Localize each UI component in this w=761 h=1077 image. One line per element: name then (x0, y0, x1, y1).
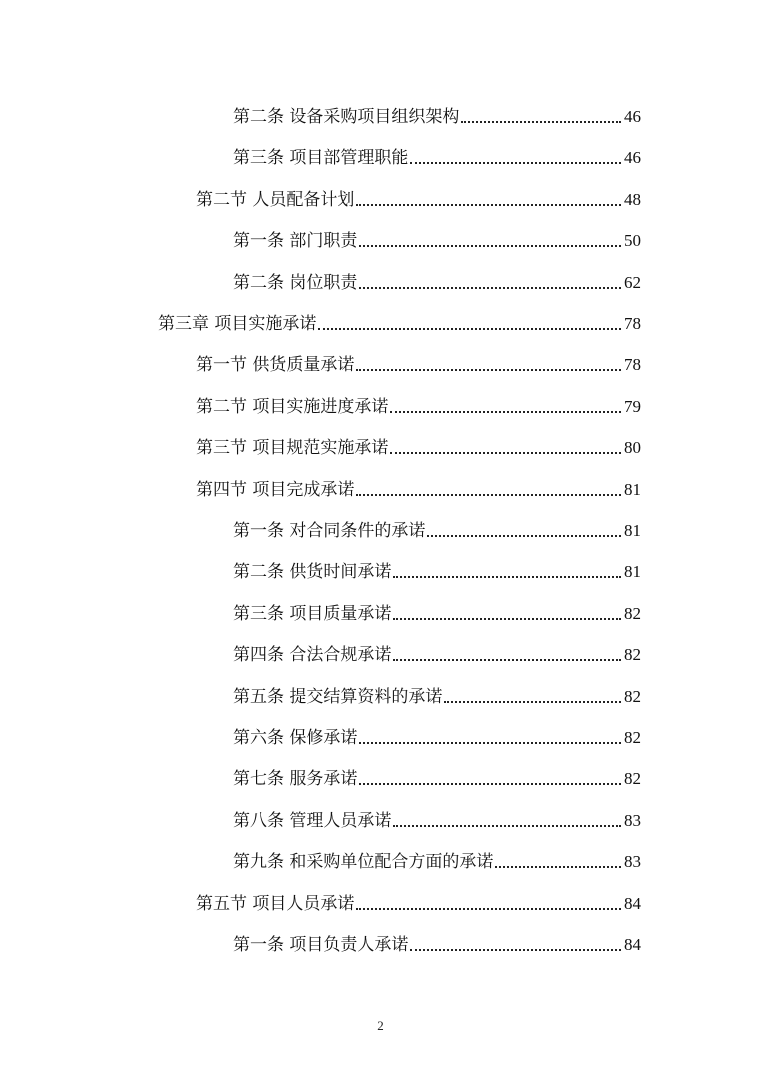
toc-entry[interactable] (233, 920, 641, 956)
toc-entry-label: 第一节 供货质量承诺 (196, 355, 355, 376)
dot-leader (359, 782, 621, 785)
toc-entry[interactable] (233, 506, 641, 542)
toc-entry[interactable] (233, 133, 641, 169)
toc-entry-page: 46 (624, 107, 641, 126)
toc-entry-page: 78 (624, 355, 641, 375)
toc-entry-label: 第三节 项目规范实施承诺 (196, 438, 389, 459)
toc-entry[interactable] (196, 879, 641, 915)
toc-entry-page: 81 (624, 562, 641, 582)
toc-entry-label: 第五条 提交结算资料的承诺 (233, 686, 443, 707)
toc-entry[interactable] (233, 589, 641, 625)
toc-entry[interactable] (233, 672, 641, 708)
toc-entry[interactable] (233, 547, 641, 583)
dot-leader (359, 286, 621, 289)
toc-entry[interactable] (196, 340, 641, 376)
toc-entry-label: 第四节 项目完成承诺 (196, 479, 355, 500)
dot-leader (359, 244, 621, 247)
toc-entry-label: 第三条 项目部管理职能 (233, 148, 409, 169)
toc-entry-page: 80 (624, 438, 641, 458)
toc-entry-label: 第七条 服务承诺 (233, 769, 358, 790)
dot-leader (427, 534, 621, 537)
toc-entry-page: 50 (624, 231, 641, 251)
dot-leader (444, 700, 621, 703)
toc-entry-page: 83 (624, 810, 641, 830)
toc-entry[interactable] (196, 423, 641, 459)
toc-entry-label: 第九条 和采购单位配合方面的承诺 (233, 852, 494, 873)
toc-entry-page: 79 (624, 396, 641, 416)
dot-leader (390, 451, 621, 454)
toc-entry[interactable] (233, 754, 641, 790)
toc-entry[interactable] (233, 713, 641, 749)
dot-leader (356, 368, 621, 371)
toc-entry-page: 46 (624, 148, 641, 168)
toc-entry[interactable] (196, 382, 641, 418)
page-number: 2 (377, 1018, 384, 1033)
dot-leader (393, 658, 621, 661)
toc-entry-label: 第六条 保修承诺 (233, 728, 358, 748)
dot-leader (461, 120, 621, 123)
toc-entry[interactable] (233, 92, 641, 128)
toc-entry[interactable] (233, 796, 641, 832)
toc-entry-label: 第四条 合法合规承诺 (233, 645, 392, 666)
toc-entry-label: 第五节 项目人员承诺 (196, 893, 355, 914)
dot-leader (359, 741, 621, 744)
toc-entry-label: 第三条 项目质量承诺 (233, 603, 392, 624)
dot-leader (318, 327, 621, 330)
toc-entry[interactable] (233, 258, 641, 294)
toc-entry-page: 82 (624, 603, 641, 623)
toc-entry-label: 第二节 项目实施进度承诺 (196, 396, 389, 417)
toc-entry-label: 第二条 岗位职责 (233, 272, 358, 293)
toc-entry-page: 62 (624, 272, 641, 292)
dot-leader (356, 493, 621, 496)
toc-entry-label: 第一条 部门职责 (233, 231, 358, 252)
toc-entry-label: 第一条 项目负责人承诺 (233, 935, 409, 955)
toc-entry[interactable] (233, 630, 641, 666)
toc-entry-page: 81 (624, 479, 641, 499)
dot-leader (393, 575, 621, 578)
toc-entry-label: 第二条 供货时间承诺 (233, 562, 392, 583)
toc-entry[interactable] (233, 216, 641, 252)
toc-entry-label: 第二条 设备采购项目组织架构 (233, 107, 460, 127)
dot-leader (390, 410, 621, 413)
toc-entry-page: 81 (624, 521, 641, 540)
toc-entry-page: 82 (624, 686, 641, 706)
dot-leader (495, 865, 621, 868)
dot-leader (393, 824, 621, 827)
toc-entry-page: 48 (624, 189, 641, 209)
toc-entry-page: 82 (624, 769, 641, 789)
toc-entry-page: 84 (624, 935, 641, 954)
dot-leader (356, 203, 621, 206)
dot-leader (393, 617, 621, 620)
toc-entry[interactable] (196, 175, 641, 211)
toc-entry-page: 83 (624, 852, 641, 872)
dot-leader (410, 948, 621, 951)
dot-leader (356, 907, 621, 910)
toc-entry[interactable] (158, 299, 641, 335)
toc-entry-page: 82 (624, 645, 641, 665)
toc-entry-label: 第一条 对合同条件的承诺 (233, 521, 426, 541)
toc-entry[interactable] (196, 465, 641, 501)
dot-leader (410, 161, 621, 164)
toc-entry-page: 82 (624, 728, 641, 747)
toc-entry-page: 78 (624, 314, 641, 333)
toc-entry-label: 第三章 项目实施承诺 (158, 314, 317, 334)
toc-entry-label: 第八条 管理人员承诺 (233, 810, 392, 831)
toc-entry-page: 84 (624, 893, 641, 913)
toc-entry[interactable] (233, 837, 641, 873)
toc-entry-label: 第二节 人员配备计划 (196, 189, 355, 210)
